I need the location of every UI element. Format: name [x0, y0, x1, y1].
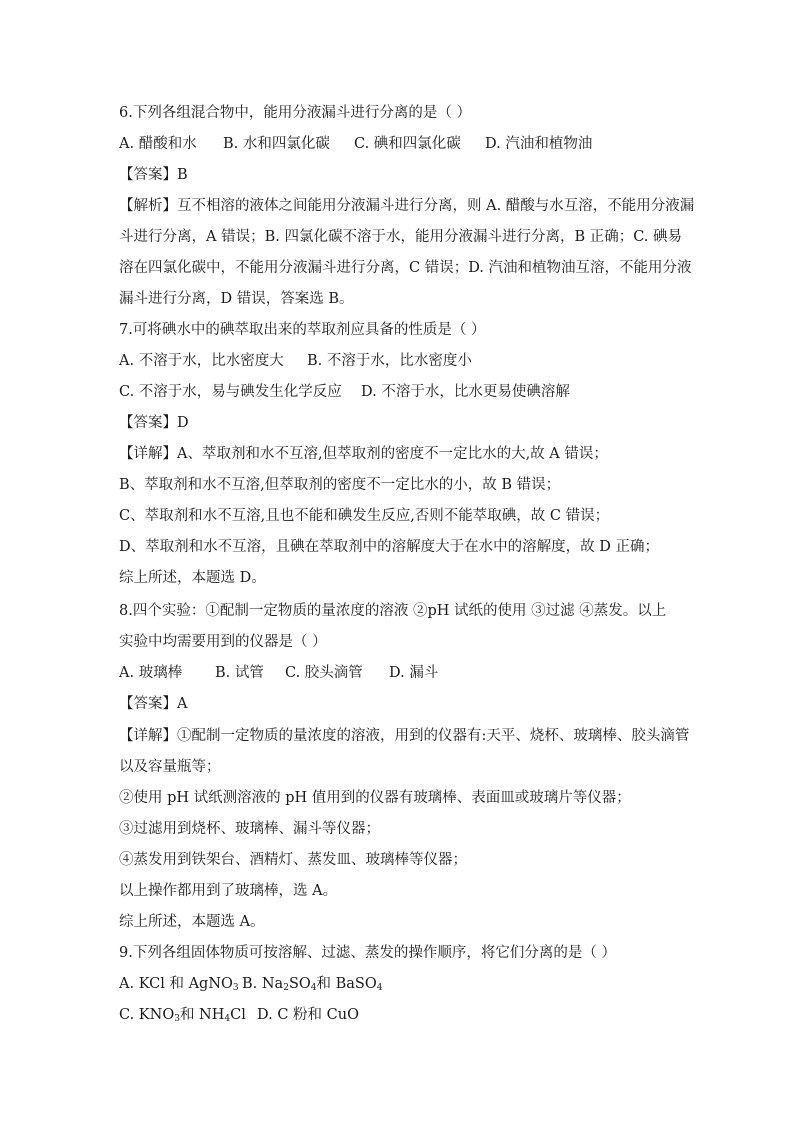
q6-option-c: C. 碘和四氯化碳 — [354, 136, 461, 152]
q9-option-d: D. C 粉和 CuO — [257, 1007, 359, 1023]
q8-option-a: A. 玻璃棒 — [119, 665, 183, 681]
q7-option-a: A. 不溶于水，比水密度大 — [119, 353, 284, 369]
q7-detail-line: 【详解】A、萃取剂和水不互溶,但萃取剂的密度不一定比水的大,故 A 错误； — [119, 446, 608, 462]
q9-options-row-2 — [119, 1005, 679, 1025]
q6-analysis-line: 溶在四氯化碳中，不能用分液漏斗进行分离，C 错误；D. 汽油和植物油互溶，不能用分液 — [119, 260, 692, 276]
q6-analysis-line: 【解析】互不相溶的液体之间能用分液漏斗进行分离，则 A. 醋酸与水互溶，不能用分液漏 — [119, 198, 695, 214]
q7-options-row-2 — [119, 382, 679, 402]
q6-answer: 【答案】B — [119, 167, 188, 183]
q7-options-row-1 — [119, 351, 679, 371]
q8-option-d: D. 漏斗 — [389, 665, 439, 681]
q7-option-b: B. 不溶于水，比水密度小 — [307, 353, 472, 369]
q7-detail-line: D、萃取剂和水不互溶，且碘在萃取剂中的溶解度大于在水中的溶解度，故 D 正确； — [119, 539, 659, 555]
q8-detail-line: 以上操作都用到了玻璃棒，选 A。 — [119, 883, 338, 899]
q9-option-b: B. $Na_2SO_4$和 BaSO$_4$ — [242, 976, 383, 993]
q7-detail-line: 综上所述，本题选 D。 — [119, 570, 266, 586]
q6-question: 6.下列各组混合物中，能用分液漏斗进行分离的是（ ） — [119, 105, 471, 121]
q8-option-b: B. 试管 — [215, 665, 264, 681]
q8-detail-line: 【详解】①配制一定物质的量浓度的溶液，用到的仪器有:天平、烧杯、玻璃棒、胶头滴管 — [119, 728, 690, 744]
q8-detail-line: ②使用 pH 试纸测溶液的 pH 值用到的仪器有玻璃棒、表面皿或玻璃片等仪器； — [119, 790, 631, 806]
q9-option-a: A. KCl 和 AgNO$_3$ — [119, 976, 239, 993]
q6-option-a: A. 醋酸和水 — [119, 136, 197, 152]
q7-detail-line: B、萃取剂和水不互溶,但萃取剂的密度不一定比水的小，故 B 错误； — [119, 477, 561, 493]
q7-detail-line: C、萃取剂和水不互溶,且也不能和碘发生反应,否则不能萃取碘，故 C 错误； — [119, 508, 610, 524]
q7-answer: 【答案】D — [119, 415, 189, 431]
q6-analysis-line: 漏斗进行分离，D 错误，答案选 B。 — [119, 291, 354, 307]
q7-question: 7.可将碘水中的碘萃取出来的萃取剂应具备的性质是（ ） — [119, 322, 486, 338]
q8-option-c: C. 胶头滴管 — [285, 665, 363, 681]
q6-option-b: B. 水和四氯化碳 — [223, 136, 330, 152]
q8-options — [119, 663, 679, 683]
q9-question: 9.下列各组固体物质可按溶解、过滤、蒸发的操作顺序，将它们分离的是（ ） — [119, 945, 616, 961]
q6-analysis-line: 斗进行分离，A 错误；B. 四氯化碳不溶于水，能用分液漏斗进行分离，B 正确；C. 碘易 — [119, 229, 683, 245]
q7-option-d: D. 不溶于水，比水更易使碘溶解 — [361, 384, 570, 400]
q8-question-line: 实验中均需要用到的仪器是（ ） — [119, 634, 327, 650]
q8-detail-line: 以及容量瓶等； — [119, 759, 221, 775]
q8-detail-line: 综上所述，本题选 A。 — [119, 914, 265, 930]
q7-option-c: C. 不溶于水，易与碘发生化学反应 — [119, 384, 342, 400]
q8-detail-line: ③过滤用到烧杯、玻璃棒、漏斗等仪器； — [119, 821, 380, 837]
q9-option-c: C. $KNO_3$和 $NH_4Cl$ — [119, 1007, 246, 1024]
q6-options — [119, 134, 679, 154]
q8-detail-line: ④蒸发用到铁架台、酒精灯、蒸发皿、玻璃棒等仪器； — [119, 852, 467, 868]
q8-answer: 【答案】A — [119, 696, 188, 712]
q8-question-line: 8.四个实验：①配制一定物质的量浓度的溶液 ②pH 试纸的使用 ③过滤 ④蒸发。以上 — [119, 603, 667, 619]
q6-option-d: D. 汽油和植物油 — [485, 136, 593, 152]
q9-options-row-1 — [119, 974, 679, 994]
